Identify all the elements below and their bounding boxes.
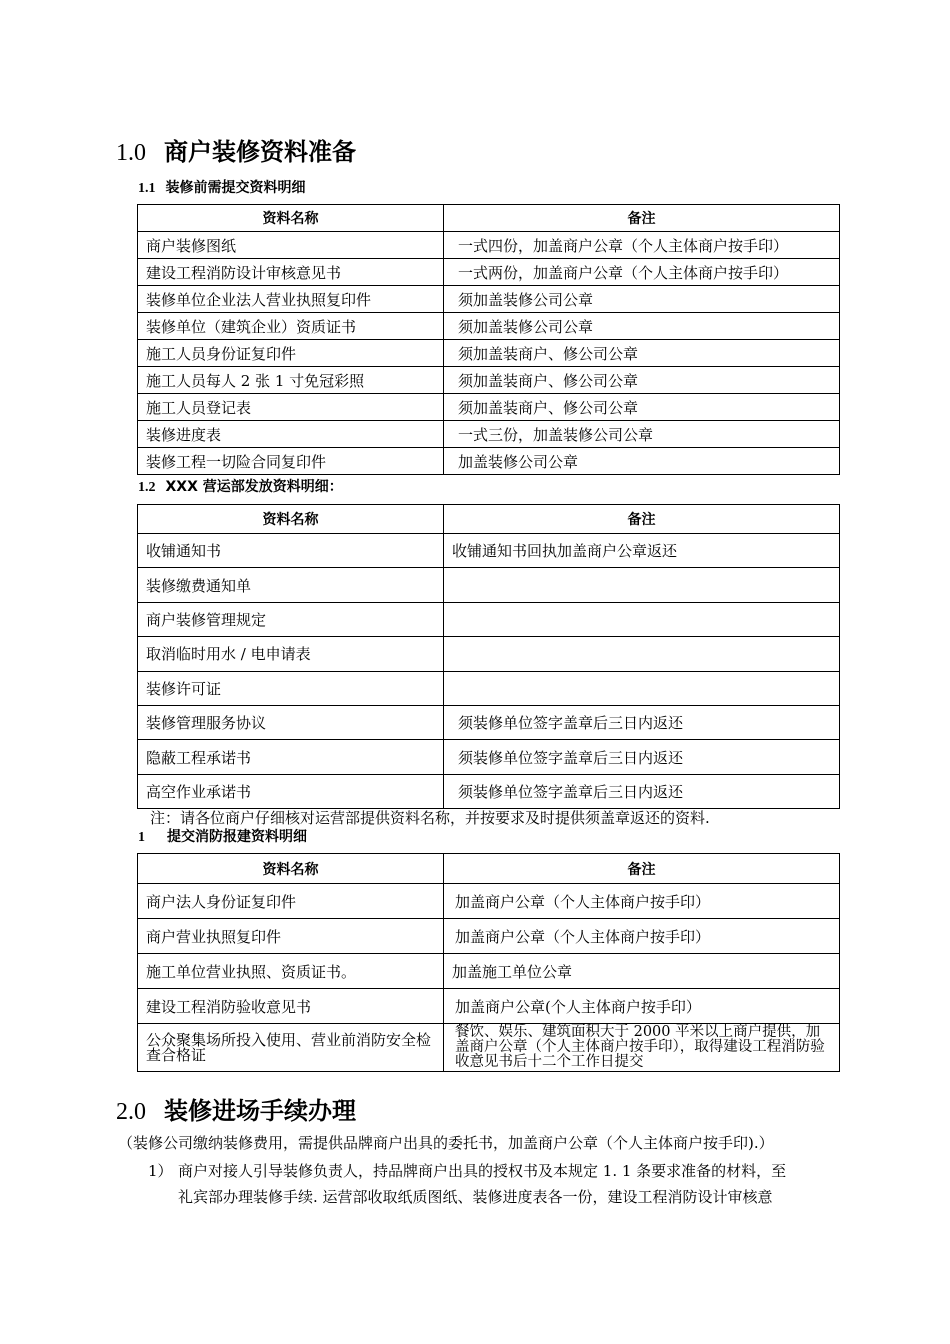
list-item-text-line-1: 商户对接人引导装修负责人，持品牌商户出具的授权书及本规定 1. 1 条要求准备的材料，至 <box>178 1162 787 1180</box>
table-row <box>138 954 840 989</box>
material-name: 建设工程消防设计审核意见书 <box>138 259 444 286</box>
material-remark: 一式四份，加盖商户公章（个人主体商户按手印） <box>444 232 840 259</box>
material-name: 建设工程消防验收意见书 <box>138 989 444 1024</box>
submission-materials-table <box>137 204 840 475</box>
table-row <box>138 919 840 954</box>
table-row <box>138 602 840 636</box>
material-remark: 须装修单位签字盖章后三日内返还 <box>444 740 840 774</box>
material-name: 商户装修图纸 <box>138 232 444 259</box>
issued-materials-note: 注：请各位商户仔细核对运营部提供资料名称，并按要求及时提供须盖章返还的资料. <box>150 809 710 827</box>
material-name: 高空作业承诺书 <box>138 774 444 808</box>
material-name: 商户营业执照复印件 <box>138 919 444 954</box>
material-remark: 收铺通知书回执加盖商户公章返还 <box>444 534 840 568</box>
section-1-number: 1.0 <box>116 140 146 166</box>
column-header-remark: 备注 <box>444 854 840 884</box>
section-2-number: 2.0 <box>116 1099 146 1125</box>
material-remark <box>444 568 840 602</box>
material-remark <box>444 637 840 671</box>
material-remark: 须加盖装商户、修公司公章 <box>444 340 840 367</box>
table-row <box>138 884 840 919</box>
material-remark: 须加盖装修公司公章 <box>444 313 840 340</box>
fire-filing-materials-table <box>137 853 840 1072</box>
table-header-row <box>138 854 840 884</box>
table-row <box>138 313 840 340</box>
table-row <box>138 568 840 602</box>
table-row <box>138 774 840 808</box>
material-remark: 一式两份，加盖商户公章（个人主体商户按手印） <box>444 259 840 286</box>
material-remark: 须装修单位签字盖章后三日内返还 <box>444 705 840 739</box>
material-name: 施工人员登记表 <box>138 394 444 421</box>
column-header-remark: 备注 <box>444 505 840 534</box>
table-row <box>138 232 840 259</box>
material-remark: 加盖商户公章(个人主体商户按手印） <box>444 989 840 1024</box>
material-remark: 须加盖装商户、修公司公章 <box>444 367 840 394</box>
material-remark: 一式三份，加盖装修公司公章 <box>444 421 840 448</box>
material-name: 装修缴费通知单 <box>138 568 444 602</box>
table-row <box>138 637 840 671</box>
table-row <box>138 421 840 448</box>
subsection-fire-title: 提交消防报建资料明细 <box>167 829 307 845</box>
table-row <box>138 259 840 286</box>
column-header-name: 资料名称 <box>138 505 444 534</box>
table-header-row <box>138 505 840 534</box>
material-remark <box>444 671 840 705</box>
material-remark: 餐饮、娱乐、建筑面积大于 2000 平米以上商户提供，加盖商户公章（个人主体商户按手印），取得建设工程消防验收意见书后十二个工作日提交 <box>444 1024 840 1072</box>
material-name: 商户法人身份证复印件 <box>138 884 444 919</box>
material-name: 商户装修管理规定 <box>138 602 444 636</box>
section-2-heading <box>116 1091 356 1126</box>
material-name: 装修工程一切险合同复印件 <box>138 448 444 475</box>
subsection-1-1-number: 1.1 <box>138 181 156 196</box>
column-header-name: 资料名称 <box>138 854 444 884</box>
material-name: 装修单位（建筑企业）资质证书 <box>138 313 444 340</box>
material-remark: 须装修单位签字盖章后三日内返还 <box>444 774 840 808</box>
table-row <box>138 671 840 705</box>
subsection-1-2-title: XXX 营运部发放资料明细： <box>165 479 343 495</box>
column-header-name: 资料名称 <box>138 205 444 232</box>
table-row <box>138 534 840 568</box>
table-row <box>138 448 840 475</box>
table-row <box>138 286 840 313</box>
material-remark <box>444 602 840 636</box>
material-name: 施工单位营业执照、资质证书。 <box>138 954 444 989</box>
material-remark: 加盖施工单位公章 <box>444 954 840 989</box>
table-row <box>138 740 840 774</box>
table-row <box>138 367 840 394</box>
material-name: 装修进度表 <box>138 421 444 448</box>
material-name: 收铺通知书 <box>138 534 444 568</box>
material-name: 装修许可证 <box>138 671 444 705</box>
table-row <box>138 989 840 1024</box>
column-header-remark: 备注 <box>444 205 840 232</box>
material-name: 装修单位企业法人营业执照复印件 <box>138 286 444 313</box>
subsection-1-2-number: 1.2 <box>138 480 156 495</box>
section-2-title: 装修进场手续办理 <box>164 1097 356 1125</box>
subsection-fire-number: 1 <box>138 830 145 845</box>
section-1-title: 商户装修资料准备 <box>164 138 356 166</box>
material-name: 施工人员身份证复印件 <box>138 340 444 367</box>
subsection-1-2-heading <box>138 476 343 496</box>
material-remark: 加盖商户公章（个人主体商户按手印） <box>444 884 840 919</box>
section-1-heading <box>116 132 356 167</box>
table-row <box>138 340 840 367</box>
table-row <box>138 1024 840 1072</box>
material-name: 施工人员每人 2 张 1 寸免冠彩照 <box>138 367 444 394</box>
material-name: 取消临时用水 / 电申请表 <box>138 637 444 671</box>
table-row <box>138 394 840 421</box>
material-name: 装修管理服务协议 <box>138 705 444 739</box>
subsection-fire-heading <box>138 826 307 846</box>
material-remark: 加盖商户公章（个人主体商户按手印） <box>444 919 840 954</box>
list-item-marker: 1） <box>148 1162 173 1180</box>
table-header-row <box>138 205 840 232</box>
issued-materials-table <box>137 504 840 809</box>
material-remark: 须加盖装修公司公章 <box>444 286 840 313</box>
subsection-1-1-heading <box>138 177 306 197</box>
material-remark: 加盖装修公司公章 <box>444 448 840 475</box>
material-remark: 须加盖装商户、修公司公章 <box>444 394 840 421</box>
material-name: 公众聚集场所投入使用、营业前消防安全检查合格证 <box>138 1024 444 1072</box>
section-2-intro: （装修公司缴纳装修费用，需提供品牌商户出具的委托书，加盖商户公章（个人主体商户按手印).） <box>118 1134 774 1152</box>
table-row <box>138 705 840 739</box>
material-name: 隐蔽工程承诺书 <box>138 740 444 774</box>
list-item-text-line-2: 礼宾部办理装修手续. 运营部收取纸质图纸、装修进度表各一份，建设工程消防设计审核意 <box>178 1188 773 1206</box>
subsection-1-1-title: 装修前需提交资料明细 <box>165 180 306 196</box>
